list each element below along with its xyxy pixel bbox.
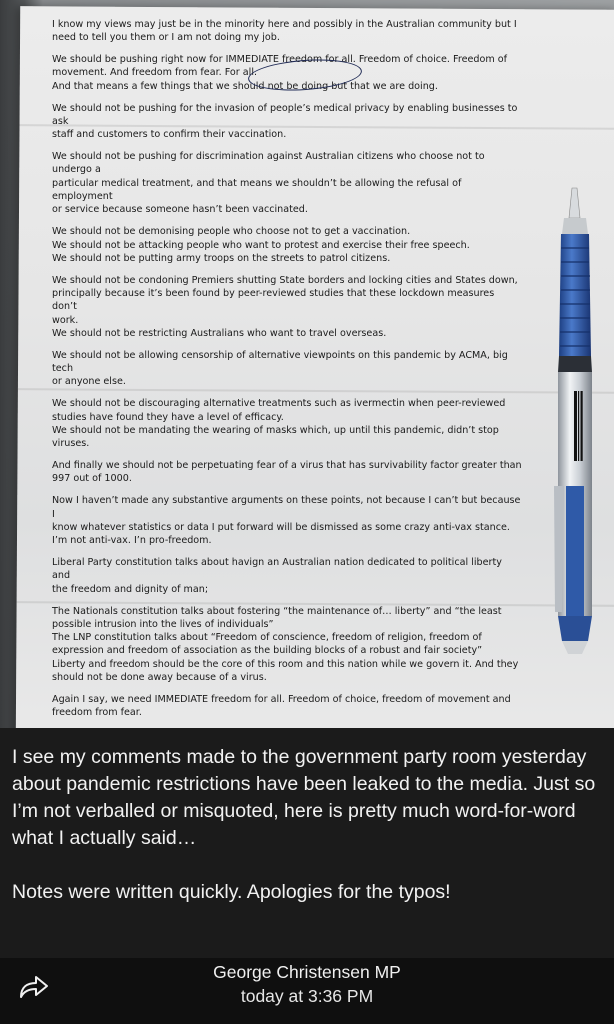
document-text xyxy=(52,18,522,728)
paragraph: We should not be demonising people who choose not to get a vaccination. We should not be attacking people who want to protest and exercise their free speech. We should not be putting army troops on the streets to patrol citizens. xyxy=(52,226,470,264)
paragraph: We should not be condoning Premiers shutting State borders and locking cities and States down, principally because it’s been found by peer-reviewed studies that these lockdown measures don’t work. We should not be restricting Australians who want to travel overseas. xyxy=(52,274,518,339)
paragraph: Liberal Party constitution talks about havign an Australian nation dedicated to political liberty and the freedom and dignity of man; xyxy=(52,557,502,595)
paragraph: Now I haven’t made any substantive arguments on these points, not because I can’t but because I know whatever statistics or data I put forward will be dismissed as some crazy anti-vax stance. I’m not anti-vax. I’n pro-freedom. xyxy=(52,495,521,547)
paragraph: And finally we should not be perpetuating fear of a virus that has survivability factor greater than 997 out of 1000. xyxy=(52,460,522,485)
paragraph: We should not be pushing for the invasion of people’s medical privacy by enabling businesses to ask staff and customers to confirm their vaccination. xyxy=(52,102,518,141)
paragraph: Again I say, we need IMMEDIATE freedom for all. Freedom of choice, freedom of movement and freedom from fear. xyxy=(52,693,511,719)
post-caption: I see my comments made to the government party room yesterday about pandemic restrictions have been leaked to the media. Just so I’m not verballed or misquoted, here is pretty much word-for-word what I actually said… Notes were written quickly. Apologies for the typos! xyxy=(12,746,596,903)
paragraph: I know my views may just be in the minority here and possibly in the Australian community but I need to tell you them or I am not doing my job. xyxy=(52,19,517,44)
paragraph: We should be pushing right now for IMMEDIATE freedom for all. Freedom of choice. Freedom of movement. And freedom from fear. For all. And that means a few things that we should not be doing but that we are doing. xyxy=(52,54,507,92)
paragraph: We should not be allowing censorship of alternative viewpoints on this pandemic by ACMA, big tech or anyone else. xyxy=(52,349,508,388)
author-name[interactable]: George Christensen MP xyxy=(213,962,401,982)
paragraph: We should not be pushing for discrimination against Australian citizens who choose not to undergo a particular medical treatment, and that means we shouldn’t be allowing the refusal of employment or service because someone hasn’t been vaccinated. xyxy=(52,151,485,216)
paragraph: We should not be discouraging alternative treatments such as ivermectin when peer-reviewed studies have found they have a level of efficacy. We should not be mandating the wearing of masks which, up until this pandemic, didn’t stop viruses. xyxy=(52,398,506,450)
pen-image xyxy=(528,186,598,656)
post-timestamp: today at 3:36 PM xyxy=(240,986,374,1006)
paragraph: The Nationals constitution talks about fostering “the maintenance of… liberty” and “the least possible intrusion into the lives of individuals” The LNP constitution talks about “Freedom of conscience, freedom of religion, freedom of expression and freedom of association as the building blocks of a robust and fair society” Liberty and freedom should be the core of this room and this nation while we govern it. And they should not be done away because of a virus. xyxy=(52,605,519,683)
